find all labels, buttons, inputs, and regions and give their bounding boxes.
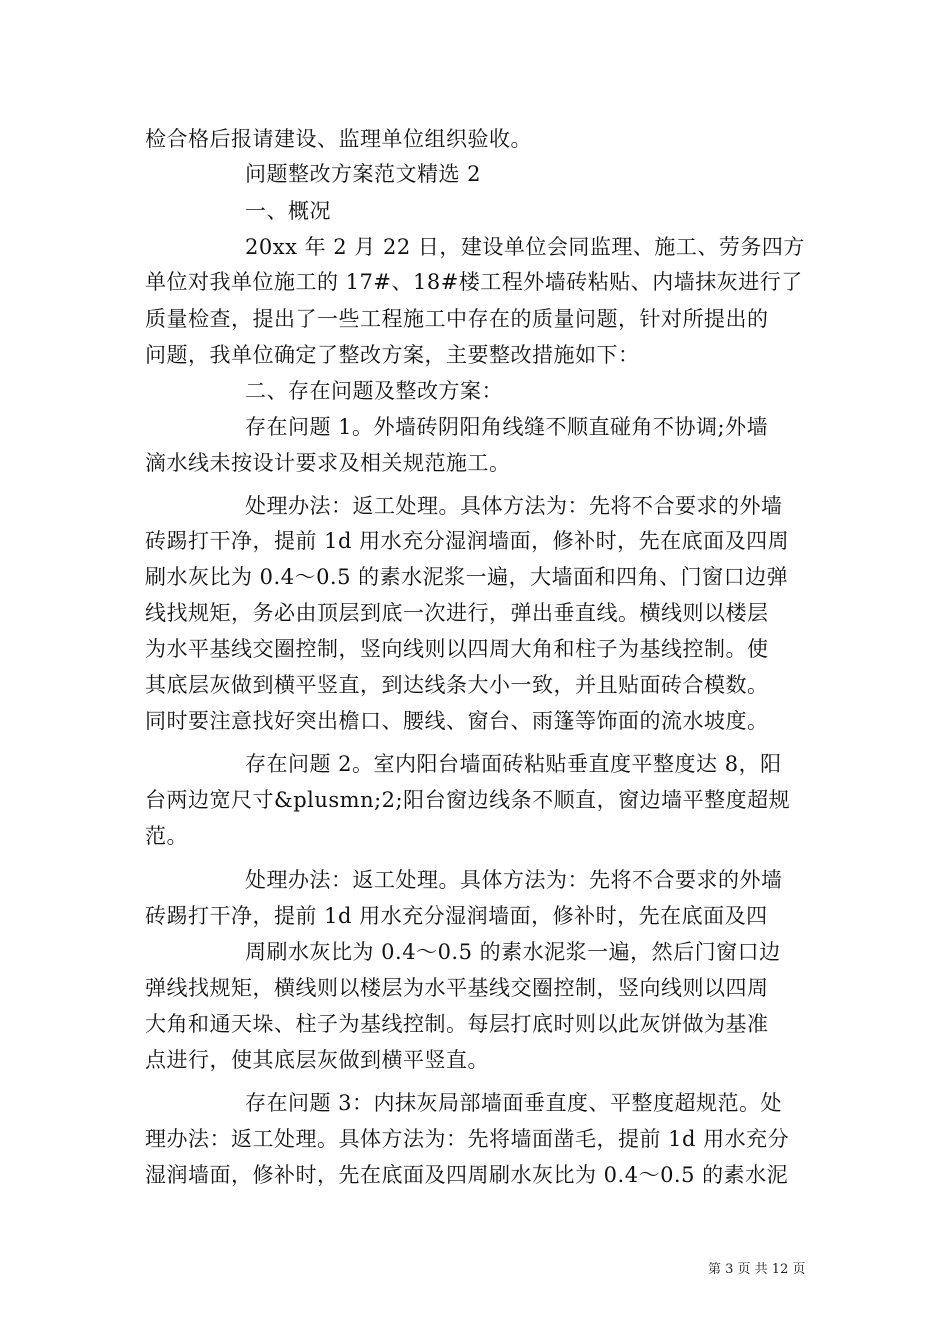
text-line: 点进行，使其底层灰做到横平竖直。 <box>145 1048 489 1072</box>
text-line: 检合格后报请建设、监理单位组织验收。 <box>145 127 532 151</box>
text-line: 为水平基线交圈控制，竖向线则以四周大角和柱子为基线控制。使 <box>145 637 769 661</box>
text-line: 刷水灰比为 0.4～0.5 的素水泥浆一遍，大墙面和四角、门窗口边弹 <box>145 565 789 589</box>
text-line: 滴水线未按设计要求及相关规范施工。 <box>145 451 511 475</box>
text-line: 弹线找规矩，横线则以楼层为水平基线交圈控制，竖向线则以四周 <box>145 976 769 1000</box>
heading-overview: 一、概况 <box>245 199 331 223</box>
section-title: 问题整改方案范文精选 2 <box>245 162 482 186</box>
text-line: 线找规矩，务必由顶层到底一次进行，弹出垂直线。横线则以楼层 <box>145 601 769 625</box>
text-line: 处理办法：返工处理。具体方法为：先将不合要求的外墙 <box>245 868 783 892</box>
text-line: 质量检查，提出了一些工程施工中存在的质量问题，针对所提出的 <box>145 307 769 331</box>
text-line: 处理办法：返工处理。具体方法为：先将不合要求的外墙 <box>245 494 783 518</box>
text-line: 其底层灰做到横平竖直，到达线条大小一致，并且贴面砖合模数。 <box>145 673 769 697</box>
text-line: 存在问题 1。外墙砖阴阳角线缝不顺直碰角不协调;外墙 <box>245 415 769 439</box>
heading-issues: 二、存在问题及整改方案： <box>245 379 503 403</box>
text-line: 砖踢打干净，提前 1d 用水充分湿润墙面，修补时，先在底面及四 <box>145 904 768 928</box>
text-line: 湿润墙面，修补时，先在底面及四周刷水灰比为 0.4～0.5 的素水泥 <box>145 1163 789 1187</box>
text-line: 单位对我单位施工的 17#、18#楼工程外墙砖粘贴、内墙抹灰进行了 <box>145 270 803 294</box>
text-line: 存在问题 2。室内阳台墙面砖粘贴垂直度平整度达 8，阳 <box>245 752 782 776</box>
text-line: 大角和通天垛、柱子为基线控制。每层打底时则以此灰饼做为基准 <box>145 1012 769 1036</box>
text-line: 20xx 年 2 月 22 日，建设单位会同监理、施工、劳务四方 <box>245 235 805 259</box>
text-line: 范。 <box>145 824 188 848</box>
text-line: 存在问题 3：内抹灰局部墙面垂直度、平整度超规范。处 <box>245 1091 783 1115</box>
text-line: 周刷水灰比为 0.4～0.5 的素水泥浆一遍，然后门窗口边 <box>245 940 781 964</box>
text-line: 理办法：返工处理。具体方法为：先将墙面凿毛，提前 1d 用水充分 <box>145 1127 790 1151</box>
text-line: 同时要注意找好突出檐口、腰线、窗台、雨篷等饰面的流水坡度。 <box>145 709 769 733</box>
page-number: 第 3 页 共 12 页 <box>708 1262 806 1277</box>
text-line: 砖踢打干净，提前 1d 用水充分湿润墙面，修补时，先在底面及四周 <box>145 529 790 553</box>
text-line: 台两边宽尺寸&plusmn;2;阳台窗边线条不顺直，窗边墙平整度超规 <box>145 788 791 812</box>
text-line: 问题，我单位确定了整改方案，主要整改措施如下： <box>145 343 640 367</box>
